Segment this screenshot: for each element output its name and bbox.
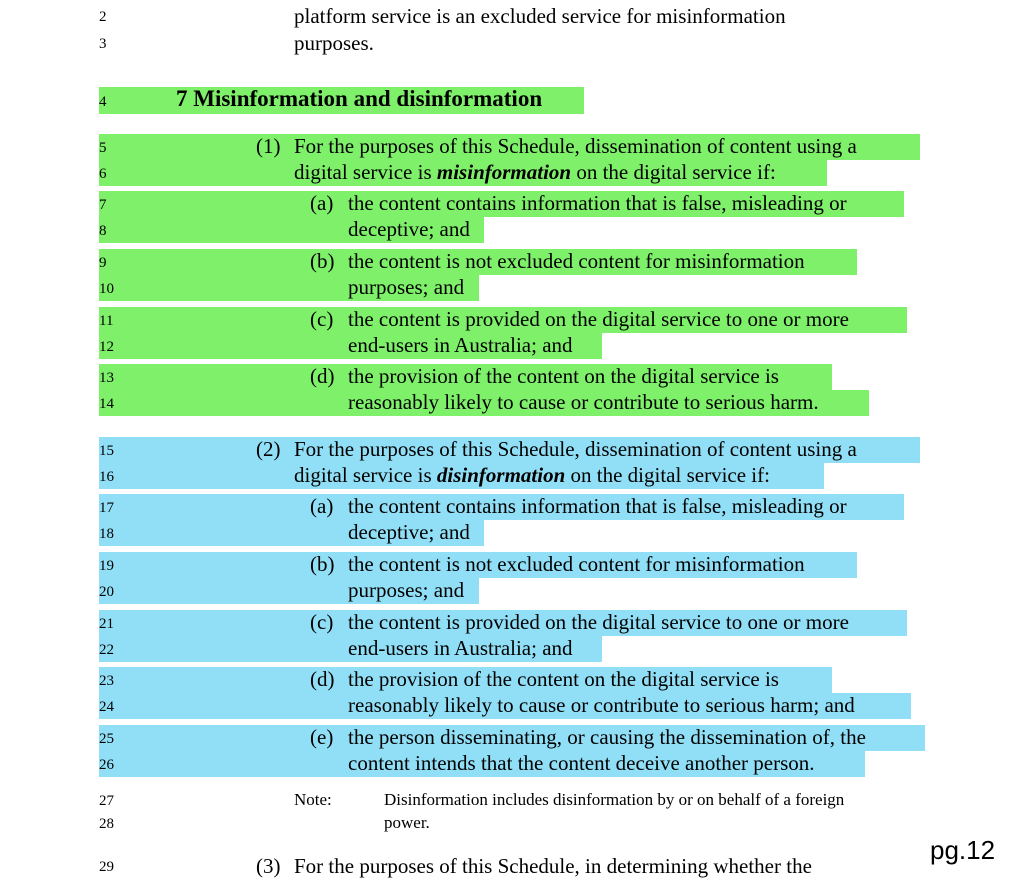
sub3-number: (3) bbox=[256, 854, 281, 878]
sub1-c-label: (c) bbox=[310, 307, 334, 331]
sub1-a-line-1: the content contains information that is false, misleading or bbox=[348, 191, 847, 215]
line-number: 26 bbox=[99, 757, 114, 773]
line-number: 27 bbox=[99, 793, 114, 809]
sub1-line-1: For the purposes of this Schedule, dissemination of content using a bbox=[294, 134, 857, 158]
note-label: Note: bbox=[294, 790, 332, 809]
line-number: 5 bbox=[99, 140, 107, 156]
line-number: 9 bbox=[99, 255, 107, 271]
line-number: 18 bbox=[99, 526, 114, 542]
sub1-line-2 bbox=[294, 159, 776, 185]
line-number: 21 bbox=[99, 616, 114, 632]
sub1-d-line-2: reasonably likely to cause or contribute to serious harm. bbox=[348, 390, 819, 414]
sub1-a-label: (a) bbox=[310, 191, 334, 215]
line-number: 12 bbox=[99, 339, 114, 355]
sub2-line-2-pre: digital service is bbox=[294, 463, 437, 487]
line-number: 23 bbox=[99, 673, 114, 689]
line-number: 28 bbox=[99, 816, 114, 832]
sub2-b-line-1: the content is not excluded content for misinformation bbox=[348, 552, 805, 576]
line-number: 22 bbox=[99, 642, 114, 658]
sub2-d-line-1: the provision of the content on the digital service is bbox=[348, 667, 779, 691]
term-misinformation: misinformation bbox=[436, 160, 572, 184]
sub1-b-line-2: purposes; and bbox=[348, 275, 465, 299]
note-line-1: Disinformation includes disinformation by or on behalf of a foreign bbox=[384, 790, 845, 809]
sub1-number: (1) bbox=[256, 134, 281, 158]
sub1-d-label: (d) bbox=[310, 364, 335, 388]
line-number: 24 bbox=[99, 699, 114, 715]
intro-line-1: platform service is an excluded service for misinformation bbox=[294, 4, 786, 28]
sub1-d-line-1: the provision of the content on the digital service is bbox=[348, 364, 779, 388]
sub1-c-line-2: end-users in Australia; and bbox=[348, 333, 573, 357]
line-number: 25 bbox=[99, 731, 114, 747]
line-number: 4 bbox=[99, 94, 107, 110]
note-line-2: power. bbox=[384, 813, 430, 832]
sub1-c-line-1: the content is provided on the digital service to one or more bbox=[348, 307, 849, 331]
line-number: 14 bbox=[99, 396, 114, 412]
section-heading: 7 Misinformation and disinformation bbox=[176, 86, 543, 111]
line-number: 19 bbox=[99, 558, 114, 574]
sub1-line-2-pre: digital service is bbox=[294, 160, 437, 184]
line-number: 10 bbox=[99, 281, 114, 297]
line-number: 17 bbox=[99, 500, 114, 516]
sub2-d-label: (d) bbox=[310, 667, 335, 691]
line-number: 11 bbox=[99, 313, 114, 329]
sub3-line-1: For the purposes of this Schedule, in determining whether the bbox=[294, 854, 812, 878]
line-number: 6 bbox=[99, 166, 107, 182]
term-disinformation: disinformation bbox=[436, 463, 566, 487]
line-number: 15 bbox=[99, 443, 114, 459]
sub2-c-line-2: end-users in Australia; and bbox=[348, 636, 573, 660]
sub2-c-label: (c) bbox=[310, 610, 334, 634]
sub2-a-label: (a) bbox=[310, 494, 334, 518]
sub2-b-line-2: purposes; and bbox=[348, 578, 465, 602]
sub1-a-line-2: deceptive; and bbox=[348, 217, 470, 241]
line-number: 8 bbox=[99, 223, 107, 239]
sub1-b-line-1: the content is not excluded content for misinformation bbox=[348, 249, 805, 273]
line-number: 13 bbox=[99, 370, 114, 386]
intro-line-2: purposes. bbox=[294, 31, 374, 55]
page-label: pg.12 bbox=[930, 835, 996, 865]
line-number: 29 bbox=[99, 859, 114, 875]
line-number: 2 bbox=[99, 9, 107, 25]
sub2-line-2 bbox=[294, 462, 770, 488]
sub2-d-line-2: reasonably likely to cause or contribute to serious harm; and bbox=[348, 693, 855, 717]
sub2-a-line-1: the content contains information that is false, misleading or bbox=[348, 494, 847, 518]
line-number: 16 bbox=[99, 469, 114, 485]
sub2-e-line-2: content intends that the content deceive another person. bbox=[348, 751, 815, 775]
sub1-b-label: (b) bbox=[310, 249, 335, 273]
sub2-line-2-post: on the digital service if: bbox=[565, 463, 770, 487]
sub2-a-line-2: deceptive; and bbox=[348, 520, 470, 544]
line-number: 3 bbox=[99, 36, 107, 52]
sub2-b-label: (b) bbox=[310, 552, 335, 576]
line-number: 7 bbox=[99, 197, 107, 213]
sub2-e-line-1: the person disseminating, or causing the dissemination of, the bbox=[348, 725, 866, 749]
sub2-e-label: (e) bbox=[310, 725, 334, 749]
sub2-c-line-1: the content is provided on the digital service to one or more bbox=[348, 610, 849, 634]
sub2-line-1: For the purposes of this Schedule, dissemination of content using a bbox=[294, 437, 857, 461]
sub2-number: (2) bbox=[256, 437, 281, 461]
sub1-line-2-post: on the digital service if: bbox=[571, 160, 776, 184]
line-number: 20 bbox=[99, 584, 114, 600]
